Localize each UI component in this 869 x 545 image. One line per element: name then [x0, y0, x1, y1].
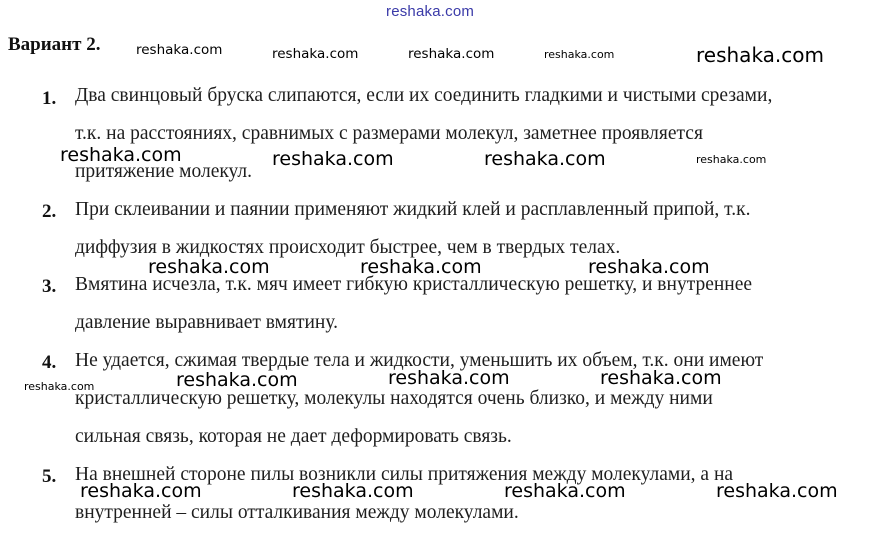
watermark: reshaka.com [60, 144, 182, 166]
watermark: reshaka.com [716, 480, 838, 502]
item-4-line-3: сильная связь, которая не дает деформировать связь. [75, 426, 512, 447]
watermark: reshaka.com [148, 256, 270, 278]
item-1-line-2: т.к. на расстояниях, сравнимых с размерами молекул, заметнее проявляется [75, 123, 703, 144]
item-4-line-2: кристаллическую решетку, молекулы находятся очень близко, и между ними [75, 388, 713, 409]
item-5-line-2: внутренней – силы отталкивания между молекулами. [75, 502, 519, 523]
item-5-line-1: На внешней стороне пилы возникли силы притяжения между молекулами, а на [75, 464, 734, 485]
item-1-line-3: притяжение молекул. [75, 161, 253, 182]
watermark: reshaka.com [484, 148, 606, 170]
item-2-line-1: При склеивании и паянии применяют жидкий клей и расплавленный припой, т.к. [75, 199, 751, 220]
watermark: reshaka.com [544, 48, 615, 61]
watermark: reshaka.com [696, 153, 767, 166]
watermark: reshaka.com [696, 43, 824, 67]
watermark: reshaka.com [136, 42, 223, 58]
item-3-line-2: давление выравнивает вмятину. [75, 312, 339, 333]
item-number-5: 5. [42, 466, 57, 487]
watermark: reshaka.com [80, 480, 202, 502]
item-number-2: 2. [42, 201, 57, 222]
watermark: reshaka.com [176, 369, 298, 391]
watermark: reshaka.com [388, 367, 510, 389]
watermark: reshaka.com [272, 46, 359, 62]
item-4-line-1: Не удается, сжимая твердые тела и жидкости, уменьшить их объем, т.к. они имеют [75, 350, 764, 371]
item-number-4: 4. [42, 352, 57, 373]
watermark: reshaka.com [408, 46, 495, 62]
watermark: reshaka.com [600, 367, 722, 389]
page-title: Вариант 2. [8, 34, 101, 55]
item-3-line-1: Вмятина исчезла, т.к. мяч имеет гибкую кристаллическую решетку, и внутреннее [75, 274, 753, 295]
item-number-3: 3. [42, 276, 57, 297]
watermark: reshaka.com [272, 148, 394, 170]
top-site-watermark: reshaka.com [386, 3, 475, 20]
watermark: reshaka.com [588, 256, 710, 278]
watermark: reshaka.com [360, 256, 482, 278]
item-2-line-2: диффузия в жидкостях происходит быстрее, чем в твердых телах. [75, 237, 621, 258]
watermark: reshaka.com [292, 480, 414, 502]
watermark: reshaka.com [504, 480, 626, 502]
watermark: reshaka.com [24, 380, 95, 393]
item-number-1: 1. [42, 88, 57, 109]
item-1-line-1: Два свинцовый бруска слипаются, если их соединить гладкими и чистыми срезами, [75, 85, 773, 106]
